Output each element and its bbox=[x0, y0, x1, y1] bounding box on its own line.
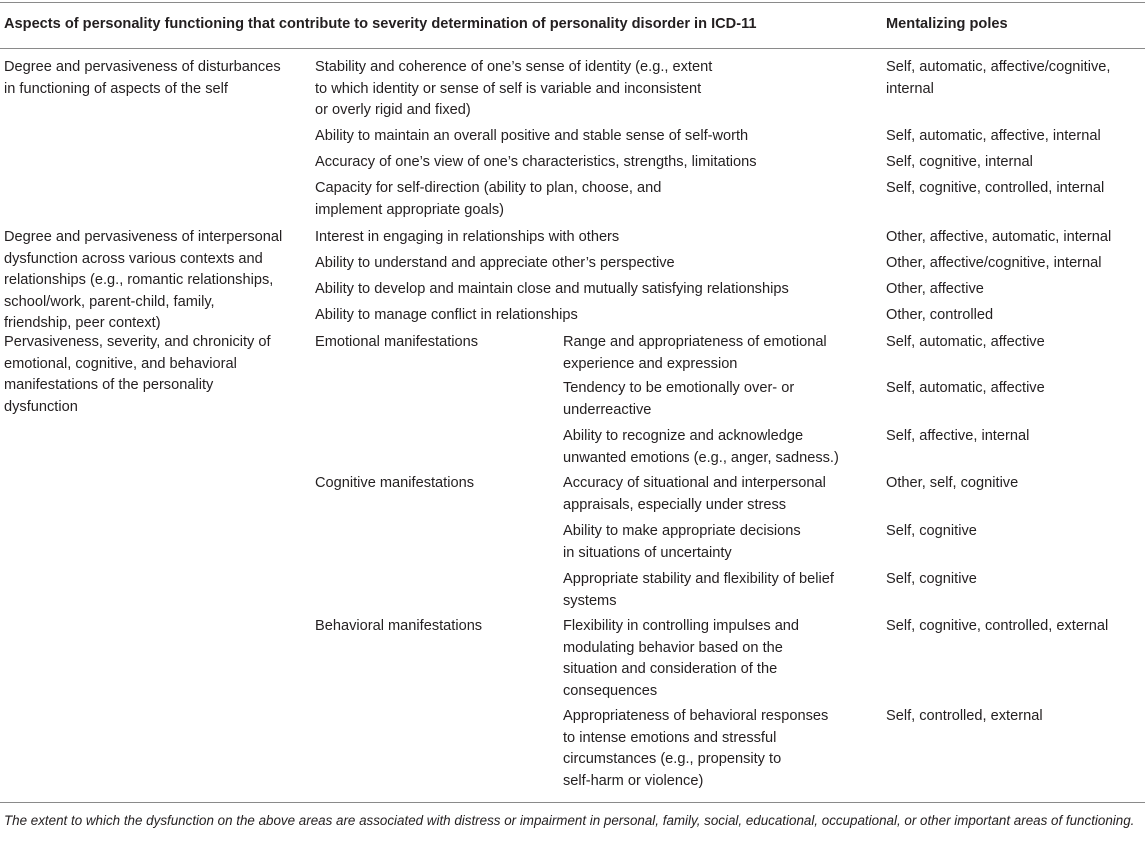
item-poles: Self, controlled, external bbox=[886, 708, 1043, 724]
item-poles: Self, cognitive bbox=[886, 523, 977, 539]
aspect-interpersonal-line: relationships (e.g., romantic relationships, bbox=[4, 272, 274, 288]
item-text: experience and expression bbox=[563, 355, 738, 372]
item-text: situation and consideration of the bbox=[563, 661, 778, 677]
aspect-manifestations-line: Pervasiveness, severity, and chronicity of bbox=[4, 334, 271, 350]
item-text: appraisals, especially under stress bbox=[563, 496, 787, 513]
item-poles: Other, controlled bbox=[886, 307, 994, 323]
item-text: Interest in engaging in relationships with others bbox=[315, 229, 620, 245]
item-text: Ability to develop and maintain close and mutually satisfying relationships bbox=[315, 281, 789, 297]
aspect-manifestations-line: manifestations of the personality bbox=[4, 377, 214, 393]
item-text: Accuracy of one’s view of one’s characteristics, strengths, limitations bbox=[315, 154, 757, 170]
item-poles: Other, affective, automatic, internal bbox=[886, 229, 1112, 245]
table-footnote: The extent to which the dysfunction on the above areas are associated with distress or impairment in personal, family, social, educational, occupational, or other important areas of functioning. bbox=[4, 813, 1135, 828]
aspect-self-line: Degree and pervasiveness of disturbances bbox=[4, 59, 281, 75]
aspect-manifestations-line: dysfunction bbox=[4, 398, 78, 415]
item-text: Ability to make appropriate decisions bbox=[563, 523, 801, 539]
item-text: Flexibility in controlling impulses and bbox=[563, 618, 800, 634]
item-text: Ability to manage conflict in relationships bbox=[315, 307, 578, 323]
item-poles: Self, affective, internal bbox=[886, 428, 1030, 444]
group-label-cognitive: Cognitive manifestations bbox=[315, 475, 474, 491]
item-poles: Self, automatic, affective bbox=[886, 380, 1045, 396]
item-text: in situations of uncertainty bbox=[563, 544, 732, 561]
aspect-manifestations-line: emotional, cognitive, and behavioral bbox=[4, 355, 237, 372]
aspect-interpersonal-line: friendship, peer context) bbox=[4, 315, 161, 331]
item-text: Stability and coherence of one’s sense of identity (e.g., extent bbox=[315, 59, 713, 75]
item-text: to intense emotions and stressful bbox=[563, 729, 777, 746]
item-text: unwanted emotions (e.g., anger, sadness.) bbox=[563, 449, 839, 466]
bottom-rule bbox=[0, 802, 1145, 803]
item-poles: Self, automatic, affective/cognitive, bbox=[886, 59, 1111, 75]
item-text: Appropriate stability and flexibility of belief bbox=[563, 571, 834, 587]
item-text: Tendency to be emotionally over- or bbox=[563, 380, 795, 396]
group-label-emotional: Emotional manifestations bbox=[315, 334, 479, 350]
group-label-behavioral: Behavioral manifestations bbox=[315, 618, 483, 634]
aspect-interpersonal-line: Degree and pervasiveness of interpersonal bbox=[4, 229, 283, 245]
item-text: self-harm or violence) bbox=[563, 772, 704, 789]
item-poles: Self, cognitive, controlled, external bbox=[886, 618, 1109, 634]
item-poles: Other, affective/cognitive, internal bbox=[886, 255, 1102, 271]
item-text: circumstances (e.g., propensity to bbox=[563, 751, 782, 767]
header-aspects: Aspects of personality functioning that contribute to severity determination of personality disorder in ICD-11 bbox=[4, 16, 757, 32]
top-rule bbox=[0, 2, 1145, 3]
aspect-interpersonal-line: school/work, parent-child, family, bbox=[4, 293, 215, 310]
item-poles: internal bbox=[886, 80, 934, 97]
item-text: Appropriateness of behavioral responses bbox=[563, 708, 829, 724]
item-text: to which identity or sense of self is variable and inconsistent bbox=[315, 80, 702, 97]
item-poles: Self, cognitive, internal bbox=[886, 154, 1033, 170]
item-poles: Other, self, cognitive bbox=[886, 475, 1019, 491]
item-poles: Self, cognitive bbox=[886, 571, 977, 587]
item-text: modulating behavior based on the bbox=[563, 639, 783, 656]
header-rule bbox=[0, 48, 1145, 49]
item-text: Accuracy of situational and interpersonal bbox=[563, 475, 826, 491]
item-text: implement appropriate goals) bbox=[315, 201, 505, 218]
item-text: Ability to maintain an overall positive and stable sense of self-worth bbox=[315, 128, 749, 144]
header-mentalizing-poles: Mentalizing poles bbox=[886, 16, 1008, 32]
item-text: underreactive bbox=[563, 401, 652, 418]
item-text: Ability to recognize and acknowledge bbox=[563, 428, 804, 444]
aspect-interpersonal-line: dysfunction across various contexts and bbox=[4, 250, 263, 267]
item-poles: Self, automatic, affective bbox=[886, 334, 1045, 350]
item-text: systems bbox=[563, 592, 617, 609]
item-text: consequences bbox=[563, 682, 658, 699]
item-poles: Other, affective bbox=[886, 281, 984, 297]
item-text: Capacity for self-direction (ability to plan, choose, and bbox=[315, 180, 662, 196]
item-text: Range and appropriateness of emotional bbox=[563, 334, 827, 350]
item-text: Ability to understand and appreciate other’s perspective bbox=[315, 255, 675, 271]
item-poles: Self, automatic, affective, internal bbox=[886, 128, 1101, 144]
item-poles: Self, cognitive, controlled, internal bbox=[886, 180, 1105, 196]
aspect-self-line: in functioning of aspects of the self bbox=[4, 80, 228, 97]
item-text: or overly rigid and fixed) bbox=[315, 102, 471, 118]
